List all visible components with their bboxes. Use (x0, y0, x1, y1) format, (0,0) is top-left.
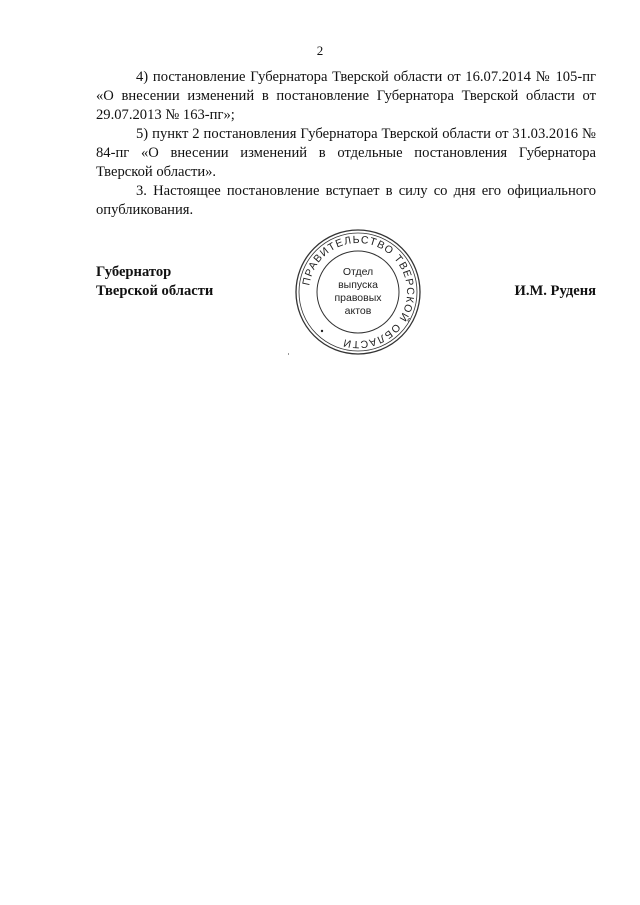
stamp-center-line-1: Отдел (342, 266, 374, 278)
paragraph-item-4: 4) постановление Губернатора Тверской области от 16.07.2014 № 105-пг «О внесении изменений в постановление Губернатора Тверской области от 29.07.2013 № 163-пг»; (96, 69, 596, 123)
document-body (96, 68, 596, 220)
signatory-name: И.М. Руденя (514, 283, 596, 299)
stamp-center-line-4: актов (344, 305, 372, 317)
scan-speck (288, 353, 289, 355)
official-stamp (293, 227, 423, 357)
stamp-center-line-2: выпуска (338, 279, 378, 291)
stamp-ring-text: ПРАВИТЕЛЬСТВО ТВЕРСКОЙ ОБЛАСТИ (300, 233, 417, 351)
page-number: 2 (316, 43, 324, 58)
signatory-position (96, 263, 213, 301)
paragraph-clause-3: 3. Настоящее постановление вступает в силу со дня его официального опубликования. (96, 183, 596, 218)
signatory-position-line-1: Губернатор (96, 264, 172, 280)
stamp-center-line-3: правовых (334, 292, 382, 304)
signatory-position-line-2: Тверской области (96, 283, 214, 299)
paragraph-item-5: 5) пункт 2 постановления Губернатора Тверской области от 31.03.2016 № 84-пг «О внесении изменений в отдельные постановления Губернатора Тверской области». (96, 126, 596, 180)
stamp-center-text (293, 266, 423, 318)
